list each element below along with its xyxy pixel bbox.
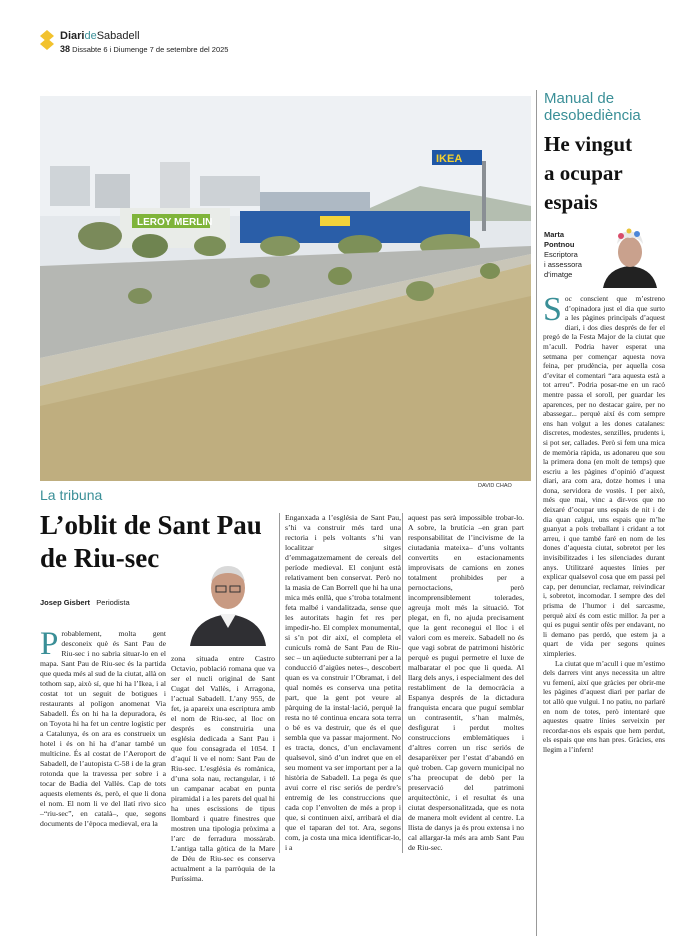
author-role: Periodista — [96, 598, 130, 607]
sidebar-author-photo — [597, 224, 663, 288]
sidebar-dropcap: S — [543, 291, 562, 328]
section-label: La tribuna — [40, 487, 103, 503]
sidebar-body — [543, 291, 665, 755]
article-column-2 — [171, 654, 275, 884]
article-col1-text: robablement, molta gent desconeix què és Sant Pau de Riu-sec i no sabria situar-lo en el mapa. Sant Pau de Riu-sec és la partida que queda més al sud de la ciutat, allà on tothom sap, això sí, que hi ha l’Ikea, i al costat tot un seguit de botigues i restaurants al polígon anomenat Via Sabadell. És on hi ha la depuradora, és on Toyota hi ha fet un centre logístic per a Catalunya, és on ara es construeix un hotel i és on hi ha d’anar també un multicine. És al costat de l’Aeroport de Sabadell, de l’autopista C-58 i de la gran rotonda que la travessa per sobre i a tocar de Badia del Vallès. Cap de tots aquests elements és, però, el que li dona el nom. El nom li ve del llatí rivo sico –“riu-sec”, en català–, que, segons documents de l’època medieval, era la — [40, 629, 166, 828]
article-photo — [40, 96, 531, 481]
sidebar-author-role-1: Escriptora — [544, 250, 578, 259]
sidebar-byline — [544, 230, 582, 280]
article-col3-text: Enganxada a l’església de Sant Pau, s’hi va construir més tard una rectoria i pels voltants s’hi van localitzar sitges d’emmagatzemament de cereals del període medieval. El conjunt està relativament ben conservat. Però no la masia de Can Borrell que hi ha una mica més enllà, que s’troba totalment feta malbé i vandalitzada, sense que les autoritats hagin fet res per impedir-ho. El complex monumental, si s’n pot dir així, el completa el cunicuIs romà de Sant Pau de Riu-sec – un aqüeducte subterrani per a la conducció d’aigües netes–, descobert quan es va construir l’Obramat, i del qual només es conserva una petita part, que la gent pot veure al pàrquing de la instal·lació, perquè la resta no té continua encara sota terra o bé es va destruir, que és el que sembla que va passar majorment. No es tracta, doncs, d’un enclavament qualsevol, sinó d’un indret que en el seu moment va ser important per a la història de Sabadell. La pega és que avui corre el risc seriós de perdre’s entremig de les construccions que cada cop l’envolten de més a prop i que, si continuen així, arribarà el dia que el taparan del tot. Ara, segons com, ja costa una mica identificar-lo, i a — [285, 513, 401, 852]
page-number: 38 — [60, 44, 71, 54]
article-col4-text: aquest pas serà impossible trobar-lo. A sobre, la brutícia –en gran part responsabilitat de l’incivisme de la ciutadania mateixa– d’uns voltants convertits en estacionaments improvisats de camions en zones totalment prohibides per a pernoctacions, però incomprensiblement tolerades, agreuja molt més la situació. Tot plegat, en fi, no ajuda precisament que la gent reconegui el lloc i el valori com es mereix. Sabadell no és que vagi sobrat de patrimoni històric perquè es pugui permetre el luxe de malbaratar el poc que li queda. Al llarg dels anys, i especialment des del restabliment de la democràcia a Espanya després de la dictadura franquista encara que puguí semblar un contrasentit, s’han malmès, desfigurat i perdut moltes construccions emblemàtiques i d’altres corren un risc seriós de desaparèixer per l’estat d’abandó en què troben. Cap govern municipal no s’ha preocupat de debò per la preservació del patrimoni arquitectònic, i el resultat és una ciutat despersonalitzada, que es nota de manera molt evident al centre. La llista de danys ja és prou extensa i no cal allargar-la més ara amb Sant Pau de Riu-sec. — [408, 513, 524, 852]
article-col2-text: zona situada entre Castro Octavio, població romana que va ser el nucli original de Sant Cugat del Vallès, i Arragona, l’actual Sabadell. L’any 955, de fet, ja apareix una escriptura amb el nom de Riu-sec, al lloc on després es construiria una església dedicada a Sant Pau i que fou consagrada el 1054. I d’aquí li ve el nom: Sant Pau de Riu-sec. L’església és romànica, d’una sola nau, rectangular, i té un campanar acabat en punta piramidal i a les parets del qual hi ha unes escissions de tipus llombard i quatre finestres que mostren una tipologia pròxima a l’arc de ferradura mossàrab. L’antiga talla gòtica de la Mare de Déu de Riu-sec es conserva actualment a la parròquia de la Puríssima. — [171, 654, 275, 883]
author-photo — [180, 548, 276, 646]
sidebar-title: He vingut a ocupar espais — [544, 132, 633, 214]
sidebar-author-role-2: i assessora — [544, 260, 582, 269]
issue-date: Dissabte 6 i Diumenge 7 de setembre del 2025 — [72, 45, 229, 54]
photo-credit: DAVID CHAO — [478, 483, 512, 489]
ikea-sign: IKEA — [436, 153, 463, 165]
issue-line — [60, 44, 228, 54]
article-dropcap: P — [40, 626, 59, 662]
masthead — [40, 28, 440, 58]
sidebar-author-last: Pontnou — [544, 240, 575, 249]
byline — [40, 598, 130, 607]
sidebar-author-first: Marta — [544, 230, 565, 239]
sidebar-paragraph-1: oc conscient que m’estreno d’opinadora just el dia que surto a les pàgines principals d’aquest diari, i dos dies després de fer el pregó de la Festa Major de la ciutat que m’acull. Podria haver esperat una setmana per començar aquesta nova feina, per prudència, per aquella cosa d’evitar el comentari “ara aquesta està a tot arreu”. Podria posar-me en un racó mentre passa el soroll, per guardar les aparences, per no destacar gaire, per no abassegar... perquè així és com sempre ens han volgut a les dones catalanes: discretes, modestes, senzilles, prudents i, si pot ser, callades. Però si fem una mica de memòria ràpida, us adonareu que sou la primera dona (en molt de temps) que escriu a les pàgines d’opinió d’aquest diari, ara com ara, dotze homes i una dona, servidora de vostès. I per això, més que mai, vinc a dir-vos que no deixaré d’ocupar uns espais de nit i de dia quan calgui, uns espais que m’he guanyat a pols treballant i cridant a tot arreu, i que també faré en nom de les dones d’aquesta ciutat, sobretot per les invisibilitzades i les silenciades durant anys. Utilitzaré aquestes línies per explicar qualsevol cosa que em passi pel cap, per denunciar, reclamar, reivindicar i, sobretot, incomodar. I sempre des del prisma de l’humor i del sarcasme, perquè així és com estic millor. Ja per a qui es pugui sentir ofès per endavant, no li demano pas perdó, que estem ja a quart de vida per segons quines ximpleries. — [543, 294, 665, 658]
article-column-1 — [40, 626, 166, 829]
article-title: L’oblit de Sant Pau de Riu-sec — [40, 510, 262, 573]
sidebar-author-role-3: d’imatge — [544, 270, 573, 279]
photo-scene — [40, 96, 531, 481]
sidebar-paragraph-2: La ciutat que m’acull i que m’estimo dels darrers vint anys necessita un altre vu femení, així que gràcies per obrir-me les pàgines d’aquest diari per parlar de tot allò que vulgui. I no patiu, no parlaré en nom de totes, però intentaré que aquestes quatre línies serveixin per recordar-nos els espais que hem perdut, els espais que ens han pres. Gràcies, ens llegim a l’infern! — [543, 658, 665, 754]
diari-logo-icon — [40, 30, 54, 50]
article-column-3 — [279, 513, 401, 853]
leroy-merlin-sign: LEROY MERLIN — [137, 217, 213, 228]
author-name: Josep Gisbert — [40, 598, 91, 607]
article-column-4 — [402, 513, 524, 853]
brand-name: DiarideSabadell — [60, 30, 140, 42]
sidebar-section: Manual de desobediència — [544, 90, 641, 124]
